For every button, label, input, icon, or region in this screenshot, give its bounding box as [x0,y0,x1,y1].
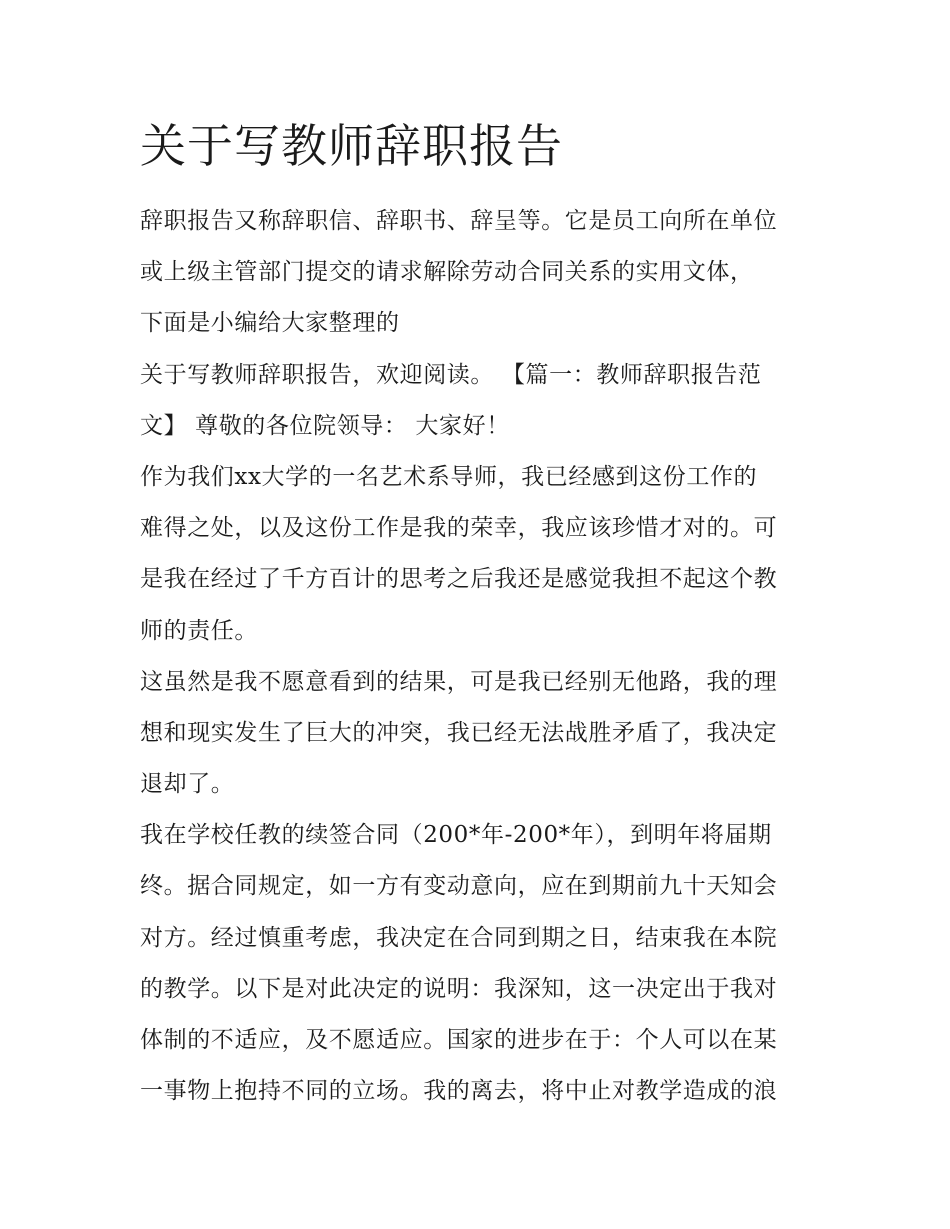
document-body [140,196,830,1117]
text-line: 关于写教师辞职报告，欢迎阅读。 【篇一：教师辞职报告范 [140,361,762,388]
text-line: 文】 尊敬的各位院领导： 大家好！ [140,412,510,439]
text-line: 终。据合同规定，如一方有变动意向，应在到期前九十天知会 [140,873,778,900]
text-line: 师的责任。 [140,617,258,644]
text-line: 作为我们xx大学的一名艺术系导师，我已经感到这份工作的 [140,463,758,490]
text-line: 难得之处，以及这份工作是我的荣幸，我应该珍惜才对的。可 [140,515,778,542]
text-line: 下面是小编给大家整理的 [140,310,400,337]
document-title: 关于写教师辞职报告 [140,119,563,173]
text-line: 我在学校任教的续签合同（200*年-200*年），到明年将届期 [140,822,772,849]
text-line: 辞职报告又称辞职信、辞职书、辞呈等。它是员工向所在单位 [140,208,778,234]
text-line: 的教学。以下是对此决定的说明：我深知，这一决定出于我对 [140,975,778,1002]
text-line: 体制的不适应，及不愿适应。国家的进步在于：个人可以在某 [140,1027,778,1053]
text-line: 这虽然是我不愿意看到的结果，可是我已经别无他路，我的理 [140,668,778,695]
text-line: 或上级主管部门提交的请求解除劳动合同关系的实用文体， [140,259,754,286]
text-line: 是我在经过了千方百计的思考之后我还是感觉我担不起这个教 [140,566,778,593]
text-line: 想和现实发生了巨大的冲突，我已经无法战胜矛盾了，我决定 [140,719,778,746]
text-line: 一事物上抱持不同的立场。我的离去，将中止对教学造成的浪 [140,1078,778,1105]
text-line: 对方。经过慎重考虑，我决定在合同到期之日，结束我在本院 [140,924,778,951]
text-line: 退却了。 [140,771,235,798]
